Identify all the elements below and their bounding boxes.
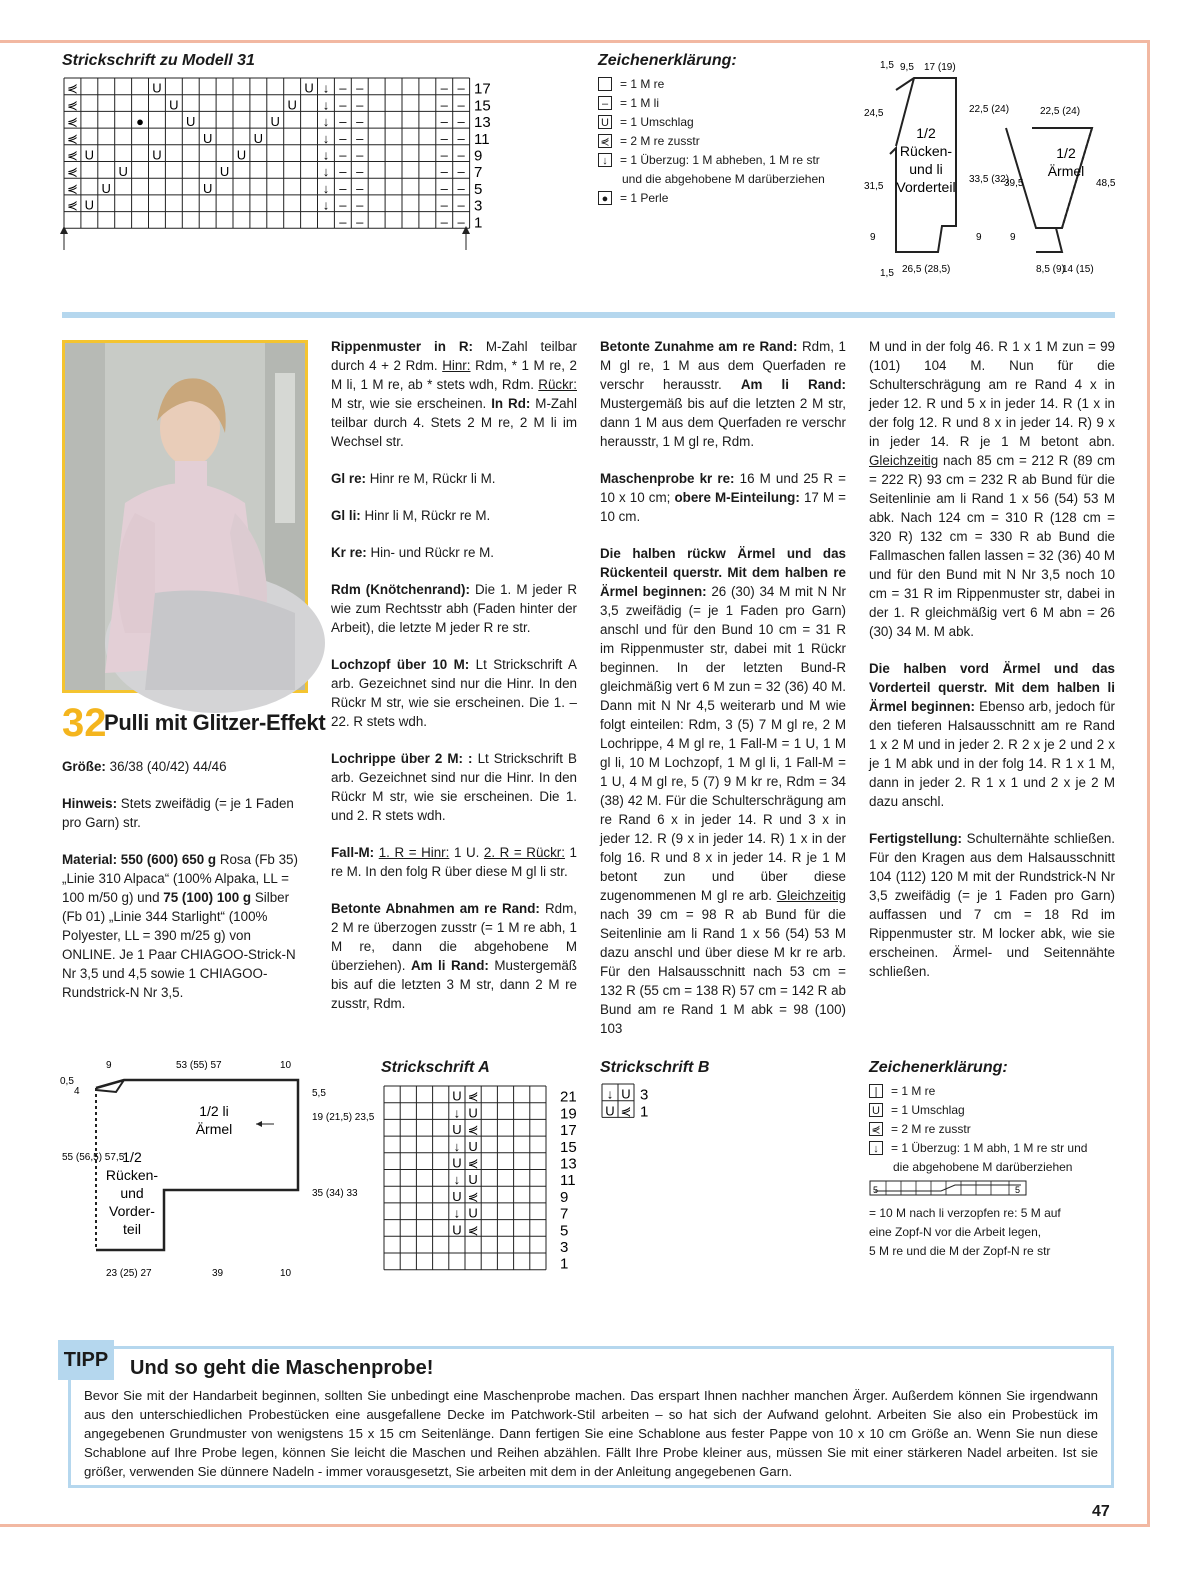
dim-text: 55 (56,5) 57,5 [62,1152,125,1163]
dash-box-icon: – [598,96,612,110]
stitch-symbol: ⋞ [66,80,78,96]
dim-text: 24,5 [864,108,884,119]
stitch-symbol: U [605,1103,615,1119]
column-4: M und in der folg 46. R 1 x 1 M zun = 99 (101) 104 M. Nun für die Schulterschrägung am re Rand 4 x in jeder 12. R und 5 x in jeder 14. R (1 x in der folg 12. R und 8 x in jeder 14. R) 9 x in jeder 14. R je 1 M betont abn. Gleichzeitig nach 85 cm = 212 R (89 cm = 222 R) 93 cm = 232 R ab Bund für die Seitenlinie am li Rand 1 x 56 (54) 53 M abk. Nach 124 cm = 310 R (128 cm = 320 R) 132 cm = 330 R ab Bund die Fallmaschen fallen lassen = 32 (36) 40 M und für den Bund mit N Nr 3,5 noch 10 cm = 31 R im Rippenmuster str, dabei in der 1. R gleichmäßig vert 6 M abn = 26 (30) 34 M. M abk. Die halben vord Ärmel und das Vorderteil querstr. Mit dem halben li Ärmel beginnen: Ebenso arb, jedoch für den tieferen Halsausschnitt am re Rand 1 x 2 M und in jeder 2. R 2 x je 2 und 2 x je 1 M abk und in der folg 14. R 1 x 1 M, dann in jeder 2. R 1 x 1 und 2 x je 2 M dazu anschl. Fertigstellung: Schulternähte schließen. Für den Kragen aus dem Halsausschnitt 104 (112) 120 M mit der Rundstrick-N Nr 3,5 zweifädig (= je 1 Faden pro Garn) auffassen und 7 cm = 18 Rd im Rippenmuster str. M locker abk, wie sie erscheinen. Ärmel- und Seitennähte schließen. [869,339,1115,979]
tip-text: Bevor Sie mit der Handarbeit beginnen, sollten Sie unbedingt eine Maschenprobe machen. Das erspart Ihnen nachher manchen Ärger. Außerdem können Sie irgendwann aus den unterschiedlichen Probestücken eine ausgefallene Decke im Patchwork-Stil arbeiten – so hat sich der Aufwand gelohnt. Arbeiten Sie also ein Probestück im angegebenen Grundmuster von wenigstens 15 x 15 cm Seitenlänge. Dann fertigen Sie eine Schablone aus fester Pappe von 10 x 10 cm Größe an. Wenn Sie nun diese Schablone auf Ihre Probe legen, können Sie leicht die Maschen und Reihen abzählen. Fällt Ihre Probe kleiner aus, müssen Sie mit einer stärkeren Nadel arbeiten. Ist sie größer, verwenden Sie dünnere Nadeln - immer vorausgesetzt, Sie arbeiten mit dem in der Anleitung angegebenen Garn. [84,1388,1098,1479]
stitch-symbol: – [356,130,364,146]
legend-item-cont: die abgehobene M darüberziehen [893,1160,1073,1174]
stitch-symbol: ↓ [322,164,330,180]
stitch-symbol: – [356,80,364,96]
stitch-symbol: ↓ [453,1172,461,1188]
chart-b-grid [600,1082,670,1142]
dim-text: 48,5 [1096,178,1116,189]
stitch-symbol: U [621,1086,631,1102]
stitch-symbol: – [440,214,448,230]
row-number: 7 [560,1205,569,1223]
stitch-symbol: ⋞ [66,147,78,163]
dim-text: 33,5 (32) [969,174,1010,185]
stitch-symbol: U [202,130,213,146]
model-number: 32 [62,701,107,745]
model-photo-illustration [65,343,305,690]
stitch-symbol: – [440,164,448,180]
dim-text: 53 (55) 57 [176,1060,222,1071]
dim-text: 35 (34) 33 [312,1188,358,1199]
row-number: 1 [640,1103,649,1121]
cable-symbol-icon [869,1179,1029,1199]
row-number: 19 [560,1105,577,1123]
stitch-symbol: – [440,147,448,163]
dim-text: 9 [870,232,876,243]
stitch-symbol: – [457,147,465,163]
stitch-symbol: ↓ [322,130,330,146]
stitch-symbol: U [468,1172,478,1188]
stitch-symbol: – [457,164,465,180]
cable-legend-line: = 10 M nach li verzopfen re: 5 M auf [869,1206,1061,1220]
stitch-symbol: – [457,97,465,113]
column-3: Betonte Zunahme am re Rand: Rdm, 1 M gl re, 1 M aus dem Querfaden re verschr herausstr. Am li Rand: Mustergemäß bis auf die letzten 2 M str, dann 1 M aus dem Querfaden re verschr herausstr, 1 M gl re, Rdm. Maschenprobe kr re: 16 M und 25 R = 10 x 10 cm; obere M-Einteilung: 17 M = 10 cm. Die halben rückw Ärmel und das Rückenteil querstr. Mit dem halben re Ärmel beginnen: 26 (30) 34 M mit N Nr 3,5 zweifädig (= je 1 Faden pro Garn) anschl und für den Bund 10 cm = 31 R im Rippenmuster str, dabei mit 1 Rückr beginnen. In der letzten Bund-R gleichmäßig vert 6 M zun = 32 (36) 40 M. Dann mit N Nr 4,5 weiterarb und M wie folgt einteilen: Rdm, 3 (5) 7 M gl re, 2 M Lochrippe, 4 M gl re, 1 Fall-M = 1 U, 1 M gl li, 10 M Lochzopf, 1 M gl li, 1 Fall-M = 1 U, 4 M gl re, 5 (7) 9 M kr re, Rdm = 34 (38) 42 M. Für die Schulterschrägung am re Rand 6 x in jeder 14. R und 3 x in jeder 12. R (9 x in jeder 14. R) 1 x in der folg 16. R und 8 x in jeder 14. R je 1 M betont zun und über diese zugenommenen M gl re arb. Gleichzeitig nach 39 cm = 98 R ab Bund für die Seitenlinie am li Rand 1 x 56 (54) 53 M dazu anschl und über diese M kr re arb. Für den Halsausschnitt nach 53 cm = 132 R (55 cm = 138 R) 57 cm = 142 R ab Bund am re Rand 1 M abk = 98 (100) 103 [600,339,847,1036]
stitch-symbol: U [468,1105,478,1121]
stitch-symbol: – [356,114,364,130]
page-number: 47 [1092,1503,1110,1520]
stitch-symbol: U [152,80,162,96]
stitch-symbol: – [339,130,347,146]
row-number: 3 [560,1239,569,1256]
stitch-symbol: ⋞ [467,1222,479,1238]
row-number: 21 [560,1088,577,1106]
stitch-symbol: – [440,197,448,213]
legend-top [598,75,848,208]
svg-text:5: 5 [1015,1185,1021,1195]
stitch-symbol: – [457,180,465,196]
chart-a-title: Strickschrift A [381,1059,490,1076]
dim-text: 22,5 (24) [1040,106,1081,117]
svg-text:teil: teil [123,1221,141,1237]
dim-text: 26,5 (28,5) [902,264,951,275]
row-number: 7 [474,164,483,182]
dim-text: 9 [1010,232,1016,243]
dim-text: 39 [212,1268,224,1279]
svg-text:Vorder-: Vorder- [109,1203,155,1219]
stitch-symbol: – [356,97,364,113]
model-photo [62,340,308,693]
stitch-symbol: – [356,164,364,180]
stitch-symbol: U [219,164,230,180]
stitch-symbol: U [84,197,95,213]
dim-text: 10 [280,1268,292,1279]
dim-text: 14 (15) [1062,264,1094,275]
row-number: 15 [560,1138,577,1156]
stitch-symbol: ↓ [322,147,330,163]
row-number: 11 [560,1172,576,1190]
bar-box-icon: | [869,1084,883,1098]
svg-text:Rücken-: Rücken- [899,143,953,159]
column-1: Größe: 36/38 (40/42) 44/46 Hinweis: Stets zweifädig (= je 1 Faden pro Garn) str. Material: 550 (600) 650 g Rosa (Fb 35) „Linie 310 Alpaca“ (100% Alpaka, LL = 100 m/50 g) und 75 (100) 100 g Silber (Fb 01) „Linie 344 Starlight“ (100% Polyester, LL = 390 m/25 g) von ONLINE. Je 1 Paar CHIAGOO-Strick-N Nr 3,5 und 4,5 sowie 1 CHIAGOO-Rundstrick-N Nr 3,5. [62,759,298,1000]
stitch-symbol: ⋞ [467,1088,479,1104]
legend-top-title: Zeichenerklärung: [598,52,737,69]
stitch-symbol: ↓ [322,114,330,130]
stitch-symbol: – [339,114,347,130]
stitch-symbol: ↓ [453,1138,461,1154]
k2tog-box-icon: ⋞ [869,1122,883,1136]
dim-text: 10 [280,1060,292,1071]
svg-text:Vorderteil: Vorderteil [896,179,956,195]
stitch-symbol: ↓ [453,1105,461,1121]
stitch-symbol: U [186,114,196,130]
stitch-symbol: – [440,130,448,146]
stitch-symbol: U [452,1122,462,1138]
chart-b-title: Strickschrift B [600,1059,710,1076]
dim-text: 19 (21,5) 23,5 [312,1112,375,1123]
arrow-down-box-icon: ↓ [598,153,612,167]
stitch-symbol: U [236,147,247,163]
dim-text: 1,5 [880,60,894,71]
stitch-symbol: ● [136,114,144,130]
row-number: 15 [474,97,491,115]
stitch-symbol: U [202,180,213,196]
stitch-symbol: U [270,114,280,130]
stitch-symbol: – [457,197,465,213]
legend-item: U = 1 Umschlag [869,1101,1109,1120]
model-title: Pulli mit Glitzer-Effekt [104,710,326,735]
stitch-symbol: – [339,80,347,96]
stitch-symbol: – [440,114,448,130]
stitch-symbol: U [84,147,95,163]
stitch-symbol: U [287,97,297,113]
legend-bottom-title: Zeichenerklärung: [869,1059,1008,1076]
legend-item: – = 1 M li [598,94,848,113]
chart-a-grid [380,1082,590,1282]
stitch-symbol: – [339,97,347,113]
stitch-symbol: – [440,97,448,113]
stitch-symbol: U [152,147,162,163]
stitch-symbol: ⋞ [467,1188,479,1204]
sleeve-label: 1/2 [1056,145,1076,161]
row-number: 1 [560,1255,569,1273]
body-label: 1/2 [916,125,936,141]
stitch-symbol: – [356,147,364,163]
schematic-bottom [56,1050,375,1286]
sleeve-label: 1/2 li [199,1103,229,1119]
chart-top-grid [60,74,500,254]
stitch-symbol: ↓ [322,80,330,96]
arrow-down-box-icon: ↓ [869,1141,883,1155]
stitch-symbol: – [356,180,364,196]
stitch-symbol: ⋞ [66,180,78,196]
stitch-symbol: U [452,1155,462,1171]
legend-item: ⋞ = 2 M re zusstr [869,1120,1109,1139]
stitch-symbol: – [339,197,347,213]
dim-text: 17 (19) [924,62,956,73]
row-number: 5 [560,1222,569,1240]
stitch-symbol: U [452,1222,462,1238]
stitch-symbol: U [253,130,264,146]
stitch-symbol: U [101,180,111,196]
stitch-symbol: – [440,80,448,96]
svg-text:5: 5 [873,1185,879,1195]
stitch-symbol: ↓ [453,1205,461,1221]
column-2: Rippenmuster in R: M-Zahl teilbar durch 4 + 2 Rdm. Hinr: Rdm, * 1 M re, 2 M li, 1 M re, ab * stets wdh, Rdm. Rückr: M str, wie sie erscheinen. In Rd: M-Zahl teilbar durch 4. Stets 2 M re, 2 M li im Wechsel str. Gl re: Hinr re M, Rückr li M. Gl li: Hinr li M, Rückr re M. Kr re: Hin- und Rückr re M. Rdm (Knötchenrand): Die 1. M jeder R wie zum Rechtsstr abh (Faden hinter der Arbeit), die letzte M jeder R re str. Lochzopf über 10 M: Lt Strickschrift A arb. Gezeichnet sind nur die Hinr. In den Rückr M str, wie sie erscheinen. Die 1. – 22. R stets wdh. Lochrippe über 2 M: : Lt Strickschrift B arb. Gezeichnet sind nur die Hinr. In den Rückr M str, wie sie erscheinen. Die 1. und 2. R stets wdh. Fall-M: 1. R = Hinr: 1 U. 2. R = Rückr: 1 re M. In den folg R über diese M gl li str. Betonte Abnahmen am re Rand: Rdm, 2 M re überzogen zusstr (= 1 M re abh, 1 M re, dann die abgehobene M überziehen). Am li Rand: Mustergemäß bis auf die letzten 3 M str, dann 2 M re zusstr, Rdm. [331,339,577,1011]
tip-title: Und so geht die Maschenprobe! [130,1357,434,1379]
stitch-symbol: – [457,80,465,96]
dim-text: 1,5 [880,268,894,279]
tip-badge: TIPP [58,1340,114,1380]
dim-text: 9,5 [900,62,914,73]
legend-item: U = 1 Umschlag [598,113,848,132]
stitch-symbol: – [457,214,465,230]
stitch-symbol: ↓ [322,180,330,196]
stitch-symbol: ⋞ [66,97,78,113]
stitch-symbol: – [339,214,347,230]
stitch-symbol: U [452,1188,462,1204]
row-number: 3 [640,1086,649,1104]
stitch-symbol: ⋞ [66,114,78,130]
row-number: 13 [560,1155,577,1173]
dim-text: 8,5 (9) [1036,264,1065,275]
svg-text:Ärmel: Ärmel [1047,163,1085,179]
dim-text: 39,5 [1004,178,1024,189]
svg-text:und: und [120,1185,144,1201]
dot-box-icon: ● [598,191,612,205]
stitch-symbol: ⋞ [467,1155,479,1171]
legend-item: ⋞ = 2 M re zusstr [598,132,848,151]
stitch-symbol: ↓ [322,197,330,213]
stitch-symbol: – [457,130,465,146]
legend-item: ● = 1 Perle [598,189,848,208]
svg-text:Ärmel: Ärmel [195,1121,233,1137]
stitch-symbol: ⋞ [66,164,78,180]
k2tog-box-icon: ⋞ [598,134,612,148]
dim-text: 4 [74,1086,80,1097]
row-number: 1 [474,214,483,232]
dim-text: 0,5 [60,1076,74,1087]
stitch-symbol: U [169,97,179,113]
legend-item: = 1 M re [598,75,848,94]
stitch-symbol: – [339,164,347,180]
chart-top-title: Strickschrift zu Modell 31 [62,52,255,69]
row-number: 13 [474,114,491,132]
cable-legend-line: 5 M re und die M der Zopf-N re str [869,1244,1051,1258]
svg-text:Rücken-: Rücken- [105,1167,159,1183]
stitch-symbol: ⋞ [66,130,78,146]
dim-text: 9 [106,1060,112,1071]
dim-text: 23 (25) 27 [106,1268,152,1279]
cable-legend-line: eine Zopf-N vor die Arbeit legen, [869,1225,1042,1239]
row-number: 17 [560,1122,577,1140]
stitch-symbol: ⋞ [620,1103,632,1119]
legend-bottom [869,1082,1109,1261]
legend-item: ↓ = 1 Überzug: 1 M abheben, 1 M re str [598,151,848,170]
stitch-symbol: ⋞ [66,197,78,213]
stitch-symbol: U [118,164,128,180]
stitch-symbol: U [468,1138,478,1154]
legend-item-cont: und die abgehobene M darüberziehen [622,172,825,186]
stitch-symbol: ↓ [322,97,330,113]
legend-item: ↓ = 1 Überzug: 1 M abh, 1 M re str und [869,1139,1109,1158]
row-number: 9 [474,147,483,165]
u-box-icon: U [869,1103,883,1117]
stitch-symbol: U [452,1088,462,1104]
schematic-top [856,56,1126,288]
svg-text:und li: und li [909,161,943,177]
u-box-icon: U [598,115,612,129]
stitch-symbol: U [468,1205,478,1221]
section-divider [62,312,1115,318]
stitch-symbol: – [440,180,448,196]
dim-text: 5,5 [312,1088,326,1099]
stitch-symbol: – [339,180,347,196]
stitch-symbol: – [356,197,364,213]
body-label: 1/2 [122,1149,142,1165]
legend-item: | = 1 M re [869,1082,1109,1101]
stitch-symbol: – [457,114,465,130]
row-number: 9 [560,1188,569,1206]
row-number: 17 [474,80,491,98]
dim-text: 22,5 (24) [969,104,1010,115]
row-number: 3 [474,197,483,215]
stitch-symbol: ↓ [606,1086,614,1102]
stitch-symbol: – [339,147,347,163]
row-number: 11 [474,130,490,148]
stitch-symbol: – [356,214,364,230]
dim-text: 31,5 [864,181,884,192]
dim-text: 9 [976,232,982,243]
row-number: 5 [474,180,483,198]
stitch-symbol: ⋞ [467,1122,479,1138]
stitch-symbol: U [304,80,314,96]
empty-box-icon [598,77,612,91]
